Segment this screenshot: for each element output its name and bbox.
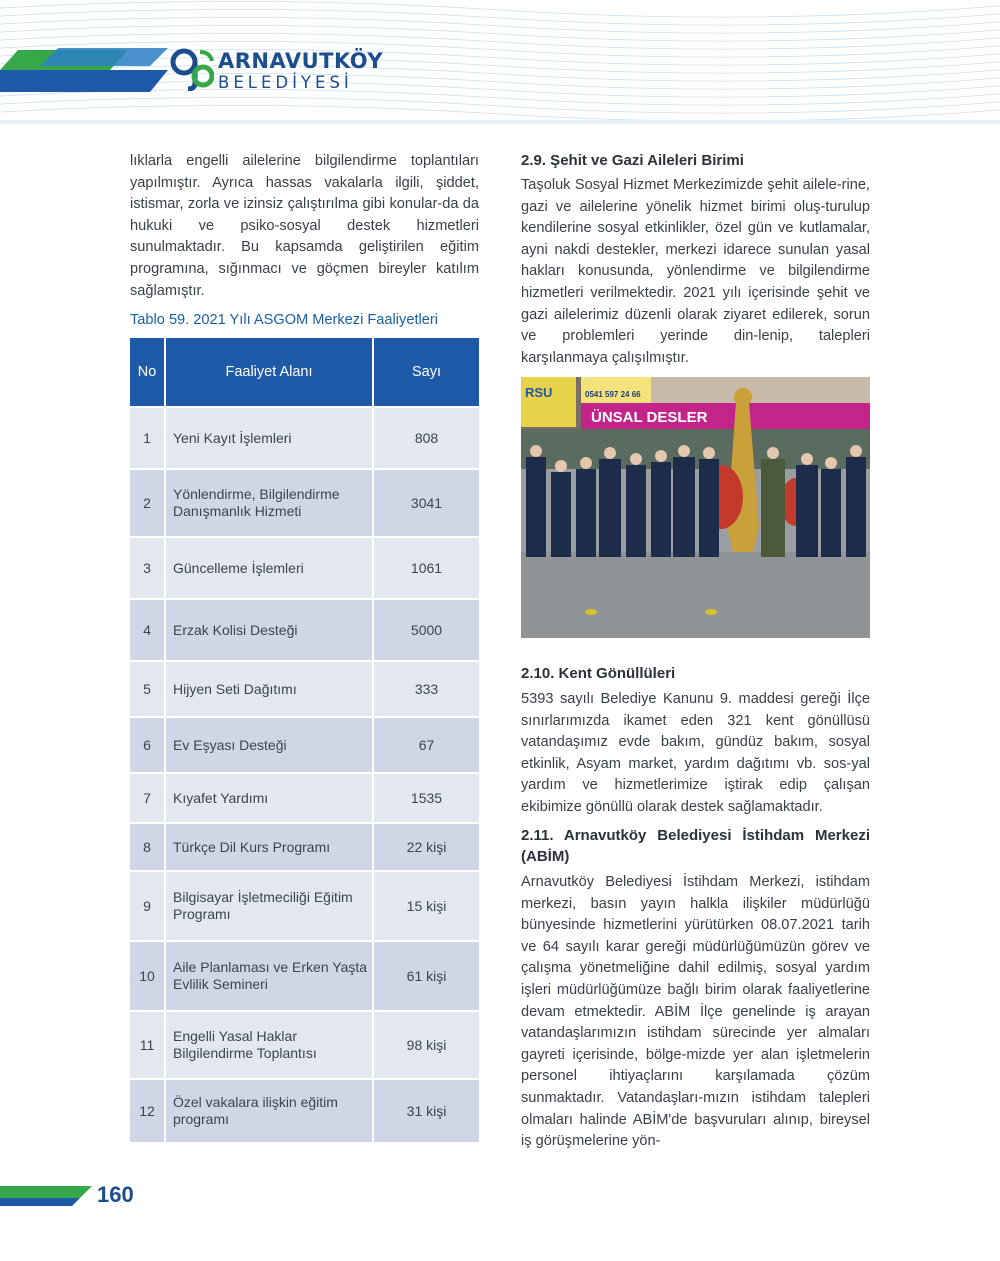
table-row [130, 600, 479, 662]
table-row [130, 718, 479, 774]
photo-sign-left: RSU [525, 385, 553, 400]
cell-count: 31 kişi [374, 1080, 479, 1144]
cell-no: 3 [130, 538, 166, 600]
table-row [130, 774, 479, 824]
cell-no: 6 [130, 718, 166, 774]
cell-area: Güncelleme İşlemleri [166, 538, 374, 600]
cell-count: 15 kişi [374, 872, 479, 942]
header-count: Sayı [374, 338, 479, 408]
cell-no: 8 [130, 824, 166, 872]
header-area: Faaliyet Alanı [166, 338, 374, 408]
section-title-employment-center: 2.11. Arnavutköy Belediyesi İstihdam Merkezi (ABİM) [521, 827, 870, 865]
section-title-martyr-families: 2.9. Şehit ve Gazi Aileleri Birimi [521, 152, 744, 169]
cell-count: 333 [374, 662, 479, 718]
cell-count: 67 [374, 718, 479, 774]
cell-count: 3041 [374, 470, 479, 538]
cell-no: 9 [130, 872, 166, 942]
cell-count: 5000 [374, 600, 479, 662]
activities-table [130, 338, 479, 1144]
logo-name: ARNAVUTKÖY [218, 49, 384, 73]
photo-sign-shop: ÜNSAL DESLER [591, 409, 708, 426]
cell-area: Aile Planlaması ve Erken Yaşta Evlilik Semineri [166, 942, 374, 1012]
table-header-row [130, 338, 479, 408]
table-row [130, 942, 479, 1012]
cell-count: 808 [374, 408, 479, 470]
cell-area: Kıyafet Yardımı [166, 774, 374, 824]
cell-count: 1535 [374, 774, 479, 824]
logo-mark-icon [170, 47, 214, 91]
cell-area: Yönlendirme, Bilgilendirme Danışmanlık Hizmeti [166, 470, 374, 538]
table-row [130, 408, 479, 470]
table-row [130, 1080, 479, 1144]
photo-sign-phone: 0541 597 24 66 [585, 390, 641, 399]
ceremony-photo [521, 377, 870, 638]
header-no: No [130, 338, 166, 408]
section-text-employment-center: Arnavutköy Belediyesi İstihdam Merkezi, istihdam merkezi, basın yayın halkla ilişkiler müdürlüğü bünyesinde hizmetlerini yürütürken 08.07.2021 tarih ve 64 sayılı karar gereği müdürlüğümüzün görev ve çalışma yönetmeliğine dahil edilmiş, sosyal yardım işleri müdürlüğümüze bağlı birim olarak faaliyetlerine devam etmektedir. ABİM İlçe genelinde iş arayan vatandaşlarımızın istihdam sürecinde yer almaları gayreti içerisinde, bölge-mizde yer alan işletmelerin personel ihtiyaçlarını karşılamada çözüm sunmaktadır. Vatandaşları-mızın istihdam talepleri olmaları halinde ABİM'de başvuruları alınıp, bireysel iş görüşmelerine yön- [521, 874, 870, 1150]
cell-count: 1061 [374, 538, 479, 600]
cell-area: Hijyen Seti Dağıtımı [166, 662, 374, 718]
table-row [130, 872, 479, 942]
cell-area: Erzak Kolisi Desteği [166, 600, 374, 662]
table-row [130, 662, 479, 718]
cell-no: 11 [130, 1012, 166, 1080]
cell-no: 4 [130, 600, 166, 662]
table-row [130, 1012, 479, 1080]
cell-count: 22 kişi [374, 824, 479, 872]
header-stripe [0, 120, 1000, 124]
logo [170, 47, 384, 95]
table-row [130, 538, 479, 600]
cell-area: Özel vakalara ilişkin eğitim programı [166, 1080, 374, 1144]
section-title-city-volunteers: 2.10. Kent Gönüllüleri [521, 665, 676, 682]
cell-no: 12 [130, 1080, 166, 1144]
cell-no: 10 [130, 942, 166, 1012]
ceremony-photo-illustration [521, 377, 870, 638]
cell-no: 1 [130, 408, 166, 470]
page-number: 160 [97, 1182, 134, 1207]
header-wave-decoration [0, 0, 1000, 122]
cell-area: Bilgisayar İşletmeciliği Eğitim Programı [166, 872, 374, 942]
cell-area: Ev Eşyası Desteği [166, 718, 374, 774]
cell-no: 2 [130, 470, 166, 538]
footer-stripe-decoration [0, 1186, 100, 1206]
cell-no: 5 [130, 662, 166, 718]
cell-area: Yeni Kayıt İşlemleri [166, 408, 374, 470]
table-row [130, 824, 479, 872]
logo-subtitle: BELEDİYESİ [218, 73, 353, 92]
cell-count: 98 kişi [374, 1012, 479, 1080]
cell-no: 7 [130, 774, 166, 824]
table-row [130, 470, 479, 538]
intro-paragraph: lıklarla engelli ailelerine bilgilendirme toplantıları yapılmıştır. Ayrıca hassas vakalarla ilgili, şiddet, istismar, zorla ve izinsiz çalıştırılma gibi konular-da da hukuki ve psiko-sosyal destek hizmetleri sunulmaktadır. Bu kapsamda geliştirilen eğitim programına, sığınmacı ve göçmen bireyler katılım sağlamıştır. [130, 153, 479, 299]
section-text-martyr-families: Taşoluk Sosyal Hizmet Merkezimizde şehit ailele-rine, gazi ve ailelerine yönelik hizmet birimi oluş-turulup kendilerine sosyal etkinlikler, özel gün ve kutlamalar, ayni nakdi destekler, merkezi idarece sunulan yasal hakları konusunda, yönlendirme ve bilgilendirme hizmetleri verilmektedir. 2021 yılı içerisinde şehit ve gazi ailelerimiz düzenli olarak ziyaret edilerek, sorun ve problemleri yerinde din-lenip, talepleri karşılanmaya çalışılmıştır. [521, 177, 870, 366]
cell-area: Engelli Yasal Haklar Bilgilendirme Toplantısı [166, 1012, 374, 1080]
table-caption: Tablo 59. 2021 Yılı ASGOM Merkezi Faaliyetleri [130, 312, 438, 328]
section-text-city-volunteers: 5393 sayılı Belediye Kanunu 9. maddesi gereği İlçe sınırlarımızda ikamet eden 321 kent gönüllüsü vatandaşımız evde bakım, gündüz bakım, sosyal etkinlik, Asyam market, yardım dağıtımı vb. sos-yal yardım ve hizmetlerimize iştirak edip çalışan ekibimize gönüllü olarak destek sağlamaktadır. [521, 691, 870, 815]
cell-count: 61 kişi [374, 942, 479, 1012]
cell-area: Türkçe Dil Kurs Programı [166, 824, 374, 872]
